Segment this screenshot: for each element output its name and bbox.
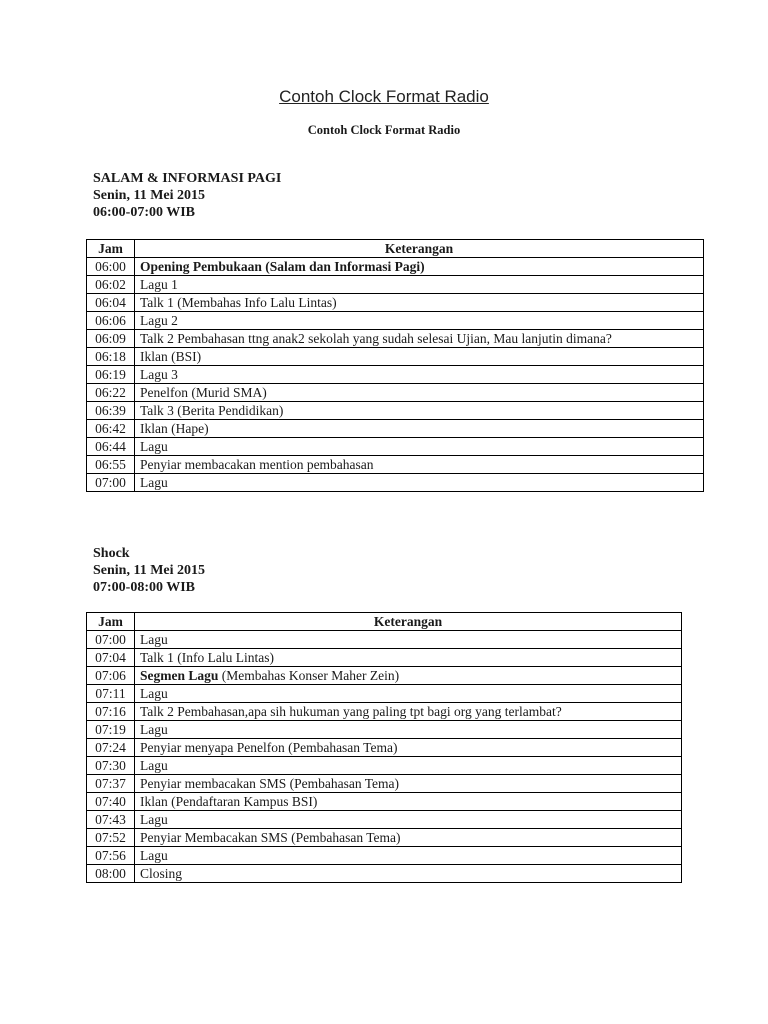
column-header-jam: Jam — [87, 613, 135, 631]
description-cell — [135, 276, 704, 294]
time-cell: 06:18 — [87, 348, 135, 366]
time-cell: 06:22 — [87, 384, 135, 402]
time-cell: 06:09 — [87, 330, 135, 348]
description-text: Closing — [140, 866, 183, 881]
description-text: Talk 1 (Membahas Info Lalu Lintas) — [140, 295, 337, 310]
description-cell — [135, 865, 682, 883]
table-row — [87, 276, 704, 294]
description-text: Penyiar Membacakan SMS (Pembahasan Tema) — [140, 830, 401, 845]
table-row — [87, 258, 704, 276]
time-cell: 07:40 — [87, 793, 135, 811]
description-cell — [135, 348, 704, 366]
description-text: Talk 3 (Berita Pendidikan) — [140, 403, 284, 418]
table-row — [87, 793, 682, 811]
description-cell — [135, 649, 682, 667]
description-cell — [135, 420, 704, 438]
time-cell: 08:00 — [87, 865, 135, 883]
description-cell — [135, 438, 704, 456]
description-bold: Opening Pembukaan (Salam dan Informasi Pagi) — [140, 259, 425, 274]
column-header-keterangan: Keterangan — [135, 613, 682, 631]
table-row — [87, 312, 704, 330]
description-cell — [135, 757, 682, 775]
description-cell — [135, 366, 704, 384]
table-row — [87, 330, 704, 348]
description-cell — [135, 294, 704, 312]
description-cell — [135, 631, 682, 649]
table-header-row — [87, 613, 682, 631]
time-cell: 06:04 — [87, 294, 135, 312]
time-cell: 07:24 — [87, 739, 135, 757]
program-date: Senin, 11 Mei 2015 — [93, 563, 206, 578]
description-cell — [135, 474, 704, 492]
table-row — [87, 757, 682, 775]
table-row — [87, 384, 704, 402]
section-header-1 — [93, 170, 281, 221]
table-row — [87, 402, 704, 420]
description-text: Lagu — [140, 686, 168, 701]
time-cell: 07:16 — [87, 703, 135, 721]
table-row — [87, 703, 682, 721]
description-text: Lagu — [140, 848, 168, 863]
table-row — [87, 294, 704, 312]
time-cell: 06:19 — [87, 366, 135, 384]
description-text: Penyiar membacakan SMS (Pembahasan Tema) — [140, 776, 399, 791]
description-text: Lagu 1 — [140, 277, 178, 292]
program-time: 06:00-07:00 WIB — [93, 205, 196, 220]
description-text: Talk 2 Pembahasan ttng anak2 sekolah yang sudah selesai Ujian, Mau lanjutin dimana? — [140, 331, 612, 346]
description-text: Lagu — [140, 812, 168, 827]
document-subtitle: Contoh Clock Format Radio — [307, 123, 461, 137]
column-header-keterangan: Keterangan — [135, 240, 704, 258]
time-cell: 06:44 — [87, 438, 135, 456]
description-text: Iklan (Pendaftaran Kampus BSI) — [140, 794, 318, 809]
description-cell — [135, 721, 682, 739]
description-text: Lagu — [140, 722, 168, 737]
table-row — [87, 420, 704, 438]
description-text: Lagu — [140, 632, 168, 647]
time-cell: 07:43 — [87, 811, 135, 829]
time-cell: 07:37 — [87, 775, 135, 793]
table-row — [87, 829, 682, 847]
table-row — [87, 721, 682, 739]
time-cell: 06:42 — [87, 420, 135, 438]
description-text: Lagu — [140, 475, 168, 490]
program-name: SALAM & INFORMASI PAGI — [93, 171, 282, 186]
time-cell: 06:02 — [87, 276, 135, 294]
time-cell: 06:55 — [87, 456, 135, 474]
time-cell: 07:00 — [87, 631, 135, 649]
description-cell — [135, 847, 682, 865]
schedule-table-1 — [86, 239, 704, 492]
description-cell — [135, 793, 682, 811]
time-cell: 07:04 — [87, 649, 135, 667]
table-row — [87, 667, 682, 685]
description-cell — [135, 330, 704, 348]
table-row — [87, 685, 682, 703]
time-cell: 07:56 — [87, 847, 135, 865]
column-header-jam: Jam — [87, 240, 135, 258]
description-text: Lagu 3 — [140, 367, 178, 382]
table-row — [87, 438, 704, 456]
table-header-row — [87, 240, 704, 258]
table-row — [87, 631, 682, 649]
section-header-2 — [93, 545, 205, 596]
time-cell: 07:19 — [87, 721, 135, 739]
description-cell — [135, 402, 704, 420]
description-cell — [135, 739, 682, 757]
table-row — [87, 775, 682, 793]
description-text: Lagu — [140, 758, 168, 773]
time-cell: 06:06 — [87, 312, 135, 330]
time-cell: 07:11 — [87, 685, 135, 703]
table-row — [87, 649, 682, 667]
program-date: Senin, 11 Mei 2015 — [93, 188, 206, 203]
description-text: Talk 1 (Info Lalu Lintas) — [140, 650, 275, 665]
description-cell — [135, 384, 704, 402]
document-title: Contoh Clock Format Radio — [279, 87, 489, 106]
description-cell — [135, 456, 704, 474]
table-row — [87, 847, 682, 865]
description-text: Lagu 2 — [140, 313, 178, 328]
time-cell: 07:00 — [87, 474, 135, 492]
table-row — [87, 456, 704, 474]
description-text: Penyiar menyapa Penelfon (Pembahasan Tema) — [140, 740, 398, 755]
description-text: Talk 2 Pembahasan,apa sih hukuman yang paling tpt bagi org yang terlambat? — [140, 704, 562, 719]
description-cell — [135, 685, 682, 703]
program-name: Shock — [93, 546, 130, 561]
time-cell: 07:52 — [87, 829, 135, 847]
description-cell — [135, 703, 682, 721]
description-text: Lagu — [140, 439, 168, 454]
table-row — [87, 474, 704, 492]
table-row — [87, 811, 682, 829]
table-row — [87, 366, 704, 384]
table-row — [87, 865, 682, 883]
description-cell — [135, 829, 682, 847]
description-text: Iklan (BSI) — [140, 349, 202, 364]
description-text: Penyiar membacakan mention pembahasan — [140, 457, 374, 472]
schedule-table-2 — [86, 612, 682, 883]
table-row — [87, 348, 704, 366]
description-cell — [135, 312, 704, 330]
description-cell — [135, 258, 704, 276]
description-cell — [135, 811, 682, 829]
time-cell: 07:06 — [87, 667, 135, 685]
table-row — [87, 739, 682, 757]
description-cell — [135, 775, 682, 793]
time-cell: 06:00 — [87, 258, 135, 276]
time-cell: 06:39 — [87, 402, 135, 420]
description-text: (Membahas Konser Maher Zein) — [218, 668, 400, 683]
description-text: Iklan (Hape) — [140, 421, 209, 436]
description-cell — [135, 667, 682, 685]
time-cell: 07:30 — [87, 757, 135, 775]
program-time: 07:00-08:00 WIB — [93, 580, 196, 595]
description-text: Penelfon (Murid SMA) — [140, 385, 267, 400]
description-bold: Segmen Lagu — [140, 668, 219, 683]
